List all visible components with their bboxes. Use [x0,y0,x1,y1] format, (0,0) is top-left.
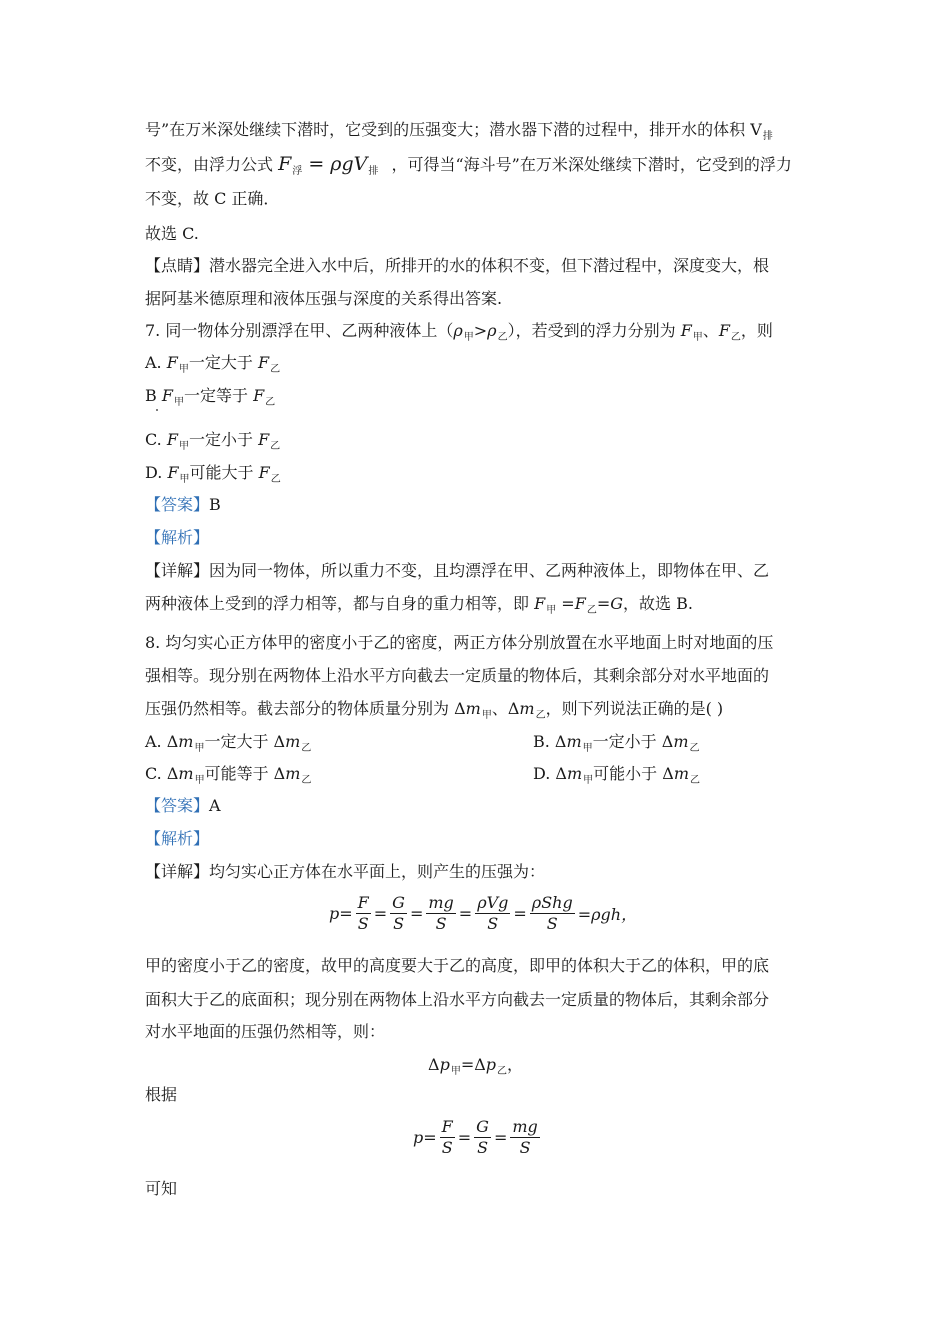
para1-line2: 不变，由浮力公式 $F_浮 = \rho gV_排$ ，可得当“海斗号”在万米深处继续下潜时，它受到的浮力 [145,153,792,177]
answer-tag: 【答案】 [145,495,210,514]
q8-answer: 【答案】A [145,796,221,815]
fraction: $\frac{F}{S}$ [357,893,369,933]
fraction: $\frac{\text{ρVg}}{S}$ [477,893,509,933]
q8-line2: 强相等。现分别在两物体上沿水平方向截去一定质量的物体后，其剩余部分对水平地面的 [145,666,770,685]
q7-option-c[interactable]: C. $F_甲$一定小于 $F_乙$ [145,430,281,452]
q8-analysis-tag: 【解析】 [145,829,210,848]
stray-dot [156,409,158,411]
q8-option-d[interactable]: D. $\Delta m_甲$可能小于 $\Delta m_乙$ [533,764,700,786]
q8-detail-line1: 【详解】均匀实心正方体在水平面上，则产生的压强为： [145,862,546,881]
q8-option-c[interactable]: C. $\Delta m_甲$可能等于 $\Delta m_乙$ [145,764,312,786]
detail-tag: 【详解】 [145,561,210,580]
q8-line1: 8. 均匀实心正方体甲的密度小于乙的密度，两正方体分别放置在水平地面上时对地面的压 [145,633,774,652]
kezhi: 可知 [145,1179,178,1198]
detail-tag: 【详解】 [145,862,210,881]
para1-line3: 不变，故 C 正确． [145,189,280,208]
q7-stem: 7. 同一物体分别漂浮在甲、乙两种液体上$(\rho_甲>\rho_乙)$，若受到的浮力分别为 $F_甲$、$F_乙$，则 [145,321,773,343]
q7-option-b[interactable]: B $F_甲$一定等于 $F_乙$ [145,386,276,408]
answer-tag: 【答案】 [145,796,210,815]
q7-analysis-tag: 【解析】 [145,528,210,547]
fraction: $\frac{G}{S}$ [392,893,405,933]
q7-detail-line1: 【详解】因为同一物体，所以重力不变，且均漂浮在甲、乙两种液体上，即物体在甲、乙 [145,561,770,580]
q8-line-c: 对水平地面的压强仍然相等，则： [145,1022,386,1041]
q8-option-b[interactable]: B. $\Delta m_甲$一定小于 $\Delta m_乙$ [533,732,700,754]
buoyancy-formula: $F_浮 = \rho gV_排$ [278,153,379,177]
fraction: $\frac{\text{ρShg}}{S}$ [531,893,573,933]
genju: 根据 [145,1085,178,1104]
q8-line-a: 甲的密度小于乙的密度，故甲的高度要大于乙的高度，即甲的体积大于乙的体积，甲的底 [145,956,770,975]
delta-p-equation: $\Delta p_甲=\Delta p_乙$， [428,1055,524,1077]
fraction: $\frac{G}{S}$ [476,1117,489,1157]
q7-option-d[interactable]: D. $F_甲$可能大于 $F_乙$ [145,463,281,485]
pressure-equation: p= $\frac{F}{S}$ = $\frac{G}{S}$ = $\frac{mg}{S}$ = $\frac{\text{ρVg}}{S}$ = $\frac{\text{ρShg}}{S}$ =ρgh， [329,893,638,933]
choose-c: 故选 C. [145,224,199,243]
q8-line3: 压强仍然相等。截去部分的物体质量分别为 $\Delta m_甲$、$\Delta m_乙$，则下列说法正确的是( ) [145,699,724,721]
pressure-equation-short: p= $\frac{F}{S}$ = $\frac{G}{S}$ = $\frac{mg}{S}$ [413,1117,538,1157]
q7-detail-line2: 两种液体上受到的浮力相等，都与自身的重力相等，即 $F_甲 =F_乙=G$，故选 B. [145,594,693,616]
q7-option-a[interactable]: A. $F_甲$一定大于 $F_乙$ [145,353,281,375]
para1-line1: 号”在万米深处继续下潜时，它受到的压强变大；潜水器下潜的过程中，排开水的体积 $V_排$ [145,120,773,142]
fraction: $\frac{F}{S}$ [441,1117,453,1157]
fraction: $\frac{mg}{S}$ [512,1117,538,1157]
q8-line-b: 面积大于乙的底面积；现分别在两物体上沿水平方向截去一定质量的物体后，其剩余部分 [145,990,770,1009]
note-line2: 据阿基米德原理和液体压强与深度的关系得出答案. [145,289,503,308]
q7-answer: 【答案】B [145,495,221,514]
fraction: $\frac{mg}{S}$ [428,893,454,933]
note-line1: 【点睛】潜水器完全进入水中后，所排开的水的体积不变，但下潜过程中，深度变大，根 [145,256,770,275]
q8-option-a[interactable]: A. $\Delta m_甲$一定大于 $\Delta m_乙$ [145,732,312,754]
note-tag: 【点睛】 [145,256,210,275]
